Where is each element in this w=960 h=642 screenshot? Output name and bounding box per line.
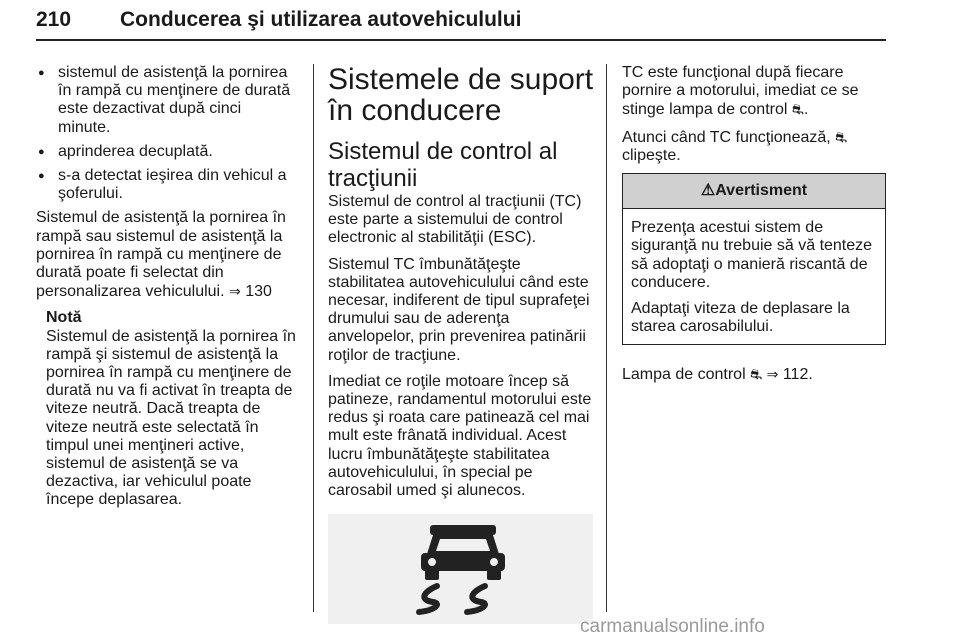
column-1 (36, 64, 298, 510)
paragraph-text: TC este funcţional după fiecare pornire a motorului, imediat ce se stinge lampa de control (622, 64, 859, 119)
paragraph-text: clipeşte. (622, 146, 681, 164)
warning-header (623, 174, 885, 209)
traction-control-lamp-icon: ⛐ (750, 366, 763, 383)
paragraph (622, 128, 886, 165)
paragraph (622, 365, 886, 384)
column-divider (313, 64, 314, 612)
note-text: Sistemul de asistenţă la pornirea în rampă şi sistemul de asistenţă la pornirea în rampă cu menţinere de durată nu va fi activat în treapta de viteze neutră. Dacă treapta de viteze neutră este selectată în timpul unei menţineri active, sistemul de asistenţă se va dezactiva, iar vehiculul poate începe deplasarea. (46, 327, 296, 509)
warning-title: Avertisment (715, 182, 808, 200)
section-heading: Sistemele de suport în conducere (328, 63, 594, 127)
column-2 (328, 64, 594, 624)
paragraph: Sistemul TC îmbunătăţeşte stabilitatea autovehiculului când este necesar, indiferent de tipul suprafeţei drumului sau de aderenţa anvelopelor, prin prevenirea patinării roţilor de tracţiune. (328, 255, 590, 364)
list-item: ● s-a detectat ieşirea din vehicul a şoferului. (36, 167, 298, 203)
warning-body (623, 209, 885, 336)
paragraph-text: Atunci când TC funcţionează, (622, 128, 831, 146)
page-number: 210 (36, 8, 72, 31)
page-title: Conducerea şi utilizarea autovehiculului (120, 8, 522, 31)
subsection-heading: Sistemul de control al tracţiunii (328, 138, 558, 192)
column-3 (622, 64, 886, 393)
page-reference-number[interactable]: 130 (245, 283, 272, 301)
column-divider (606, 64, 607, 612)
page-reference-arrow-icon: ⇒ (229, 283, 241, 300)
paragraph-text: Sistemul de asistenţă la pornirea în rampă sau sistemul de asistenţă la pornirea în rampă cu menţinere de durată poate fi selectat din personalizarea vehiculului. (36, 209, 286, 301)
traction-control-lamp-icon: ⛐ (835, 128, 848, 145)
paragraph: Sistemul de control al tracţiunii (TC) este parte a sistemului de control electronic al stabilităţii (ESC). (328, 193, 582, 247)
note-title: Notă (46, 309, 82, 327)
page-header (36, 6, 886, 40)
paragraph-text: . (803, 101, 809, 119)
page-reference-number[interactable]: 112. (782, 366, 813, 384)
bullet-list (36, 64, 298, 203)
warning-triangle-icon: ⚠ (700, 182, 716, 200)
list-item: ● aprinderea decuplată. (36, 143, 298, 161)
header-rule (36, 39, 886, 41)
paragraph: Imediat ce roţile motoare încep să patineze, randamentul motorului este redus şi roata care patinează cel mai mult este frânată individual. Acest lucru îmbunătăţeşte stabilitatea autovehiculului, în special pe carosabil umed şi alunecos. (328, 372, 592, 500)
warning-box (622, 173, 886, 345)
paragraph (622, 64, 886, 120)
list-item: ● sistemul de asistenţă la pornirea în rampă cu menţinere de durată este dezactivat după cinci minute. (36, 64, 298, 137)
warning-paragraph: Prezenţa acestui sistem de siguranţă nu trebuie să vă tenteze să adoptaţi o manieră riscantă de conducere. (631, 219, 873, 291)
traction-control-car-skid-icon (413, 522, 513, 617)
note-box (46, 309, 298, 509)
traction-control-pictogram (328, 514, 593, 624)
warning-paragraph: Adaptaţi viteza de deplasare la starea carosabilului. (631, 300, 850, 336)
paragraph-text: Lampa de control (622, 366, 746, 384)
paragraph (36, 209, 298, 301)
watermark: carmanualsonline.info (580, 616, 765, 637)
page-reference-arrow-icon: ⇒ (766, 366, 779, 383)
traction-control-lamp-icon: ⛐ (791, 101, 804, 118)
